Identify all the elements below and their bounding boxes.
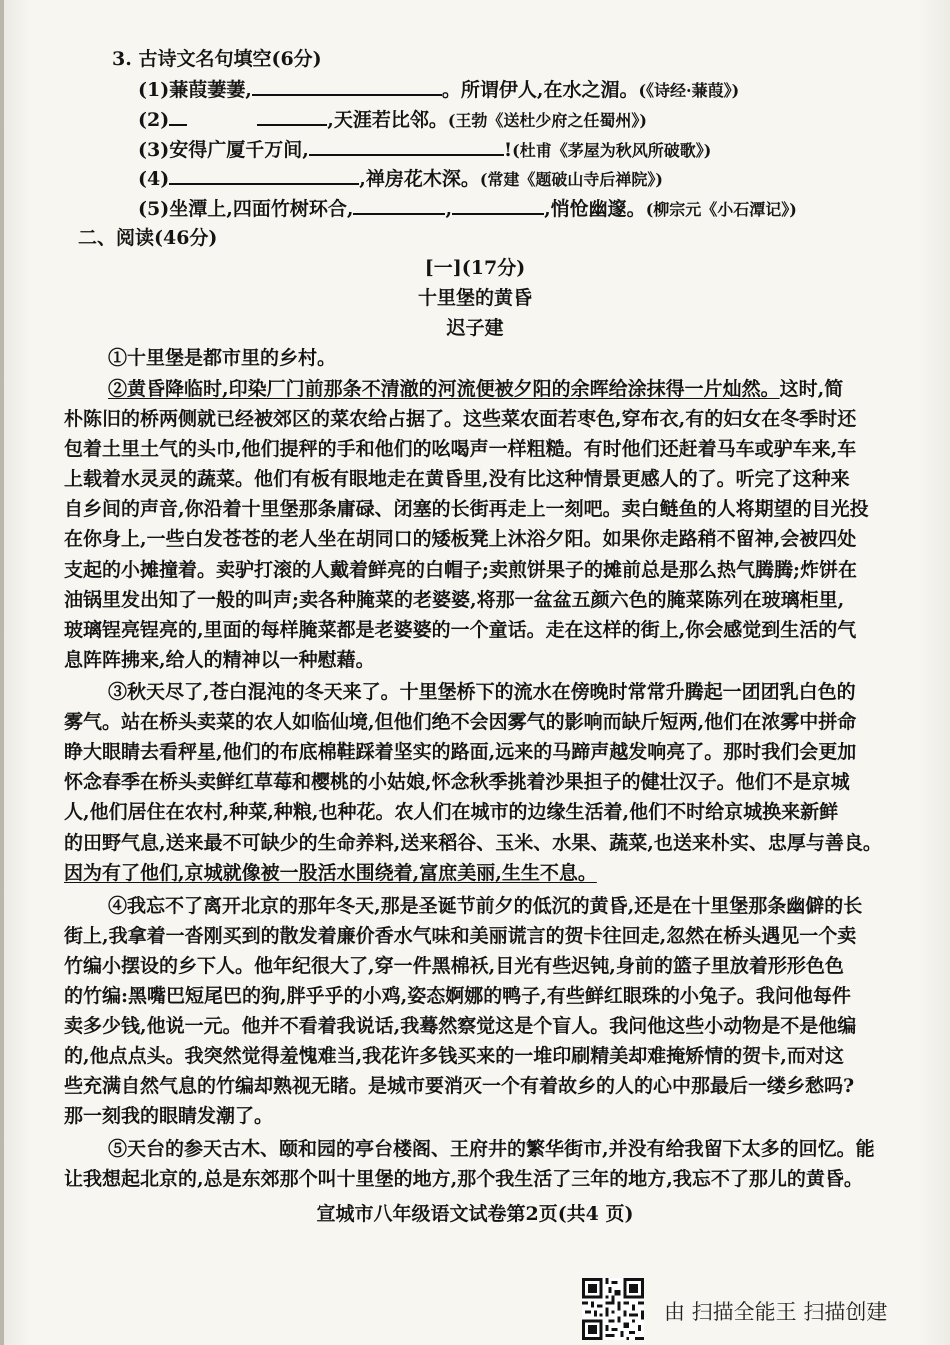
q3-source: (杜甫《茅屋为秋风所破歌》) — [512, 141, 712, 160]
paragraph-2-line-6: 在你身上,一些白发苍苍的老人坐在胡同口的矮板凳上沐浴夕阳。如果你走路稍不留神,会被四处 — [64, 528, 857, 550]
q5-text-c: ,悄怆幽邃。 — [544, 198, 646, 220]
paragraph-3-line-2: 雾气。站在桥头卖菜的农人如临仙境,但他们绝不会因雾气的影响而缺斤短两,他们在浓雾中拼命 — [64, 711, 857, 733]
paragraph-2-line-5: 自乡间的声音,你沿着十里堡那条庸碌、闭塞的长街再走上一刻吧。卖白鲢鱼的人将期望的目光投 — [64, 498, 869, 520]
q2-answer-blank-b[interactable] — [257, 106, 327, 126]
q4-source: (常建《题破山寺后禅院》) — [479, 170, 663, 189]
paragraph-3-line-3: 睁大眼睛去看秤星,他们的布底棉鞋踩着坚实的路面,远来的马蹄声越发响亮了。那时我们会更加 — [64, 741, 857, 763]
paragraph-2-line-9: 玻璃锃亮锃亮的,里面的每样腌菜都是老婆婆的一个童话。走在这样的街上,你会感觉到生活的气 — [64, 619, 857, 641]
article-title: 十里堡的黄昏 — [417, 287, 532, 309]
question-1 — [138, 76, 739, 103]
q1-text-b: 。所谓伊人,在水之湄。 — [441, 79, 639, 101]
q2-text-b: ,天涯若比邻。 — [327, 109, 448, 131]
paragraph-2-line-3: 包着土里土气的头巾,他们提秤的手和他们的吆喝声一样粗糙。有时他们还赶着马车或驴车来,车 — [64, 438, 857, 460]
q3-text-a: (3)安得广厦千万间, — [138, 139, 309, 161]
paragraph-5-line-2: 让我想起北京的,总是东郊那个叫十里堡的地方,那个我生活了三年的地方,我忘不了那儿的黄昏。 — [64, 1168, 863, 1190]
question-5 — [138, 195, 797, 222]
question-2 — [138, 106, 647, 133]
q5-source: (柳宗元《小石潭记》) — [645, 200, 797, 219]
q3-answer-blank[interactable] — [309, 136, 504, 156]
paragraph-4-line-4: 的竹编:黑嘴巴短尾巴的狗,胖乎乎的小鸡,姿态婀娜的鸭子,有些鲜红眼珠的小兔子。我问他每件 — [64, 985, 851, 1007]
page-footer: 宣城市八年级语文试卷第2页(共4 页) — [316, 1203, 634, 1225]
paragraph-4-line-6: 的,他点点头。我突然觉得羞愧难当,我花许多钱买来的一堆印刷精美却难掩矫情的贺卡,而对这 — [64, 1045, 844, 1067]
q1-text-a: (1)蒹葭萋萋, — [138, 79, 252, 101]
q5-text-a: (5)坐潭上,四面竹树环合, — [138, 198, 354, 220]
paragraph-5-line-1: ⑤天台的参天古木、颐和园的亭台楼阁、王府井的繁华街市,并没有给我留下太多的回忆。能 — [108, 1138, 875, 1160]
paragraph-1: ①十里堡是都市里的乡村。 — [108, 347, 337, 369]
paragraph-4-line-1: ④我忘不了离开北京的那年冬天,那是圣诞节前夕的低沉的黄昏,还是在十里堡那条幽僻的长 — [108, 895, 863, 917]
reading-part-label: [一](17分) — [424, 257, 526, 279]
q4-answer-blank[interactable] — [169, 165, 359, 185]
paragraph-2-line-8: 油锅里发出知了一般的叫声;卖各种腌菜的老婆婆,将那一盆盆五颜六色的腌菜陈列在玻璃柜里, — [64, 589, 845, 611]
q2-answer-blank-a[interactable] — [169, 106, 187, 126]
question-3 — [138, 136, 711, 163]
paragraph-2-line-10: 息阵阵拂来,给人的精神以一种慰藉。 — [64, 649, 375, 671]
underlined-sentence: ②黄昏降临时,印染厂门前那条不清澈的河流便被夕阳的余晖给涂抹得一片灿然。 — [108, 378, 780, 400]
p2-line-1-rest: 这时,简 — [779, 378, 844, 400]
paragraph-2-line-1 — [108, 377, 843, 401]
q5-answer-blank-a[interactable] — [353, 195, 445, 215]
q4-text-b: ,禅房花木深。 — [359, 168, 480, 190]
q1-source: (《诗经·蒹葭》) — [638, 81, 740, 100]
paragraph-2-line-2: 朴陈旧的桥两侧就已经被郊区的菜农给占据了。这些菜农面若枣色,穿布衣,有的妇女在冬季时还 — [64, 408, 857, 430]
scanner-watermark: 由 扫描全能王 扫描创建 — [664, 1300, 888, 1324]
q2-source: (王勃《送杜少府之任蜀州》) — [447, 111, 647, 130]
paragraph-2-line-7: 支起的小摊撞着。卖驴打滚的人戴着鲜亮的白帽子;卖煎饼果子的摊前总是那么热气腾腾;炸饼在 — [64, 559, 858, 581]
q4-text-a: (4) — [138, 168, 170, 190]
paragraph-4-line-2: 街上,我拿着一沓刚买到的散发着廉价香水气味和美丽谎言的贺卡往回走,忽然在桥头遇见一个卖 — [64, 925, 857, 947]
q5-text-b: , — [445, 198, 453, 220]
question-4 — [138, 165, 663, 192]
paragraph-3-line-7: 因为有了他们,京城就像被一股活水围绕着,富庶美丽,生生不息。 — [64, 862, 597, 884]
q1-answer-blank[interactable] — [252, 76, 442, 96]
paragraph-3-line-6: 的田野气息,送来最不可缺少的生命养料,送来稻谷、玉米、水果、蔬菜,也送来朴实、忠厚与善良。 — [64, 832, 882, 854]
q3-text-b: ! — [503, 139, 513, 161]
qr-code-icon — [582, 1278, 644, 1340]
paragraph-4-line-3: 竹编小摆设的乡下人。他年纪很大了,穿一件黑棉袄,目光有些迟钝,身前的篮子里放着形形色色 — [64, 955, 844, 977]
paragraph-3-line-5: 人,他们居住在农村,种菜,种粮,也种花。农人们在城市的边缘生活着,他们不时给京城换来新鲜 — [64, 801, 839, 823]
paragraph-3-line-4: 怀念春季在桥头卖鲜红草莓和樱桃的小姑娘,怀念秋季挑着沙果担子的健壮汉子。他们不是京城 — [64, 771, 850, 793]
paragraph-2-line-4: 上载着水灵灵的蔬菜。他们有板有眼地走在黄昏里,没有比这种情景更感人的了。听完了这种来 — [64, 468, 850, 490]
q5-answer-blank-b[interactable] — [452, 195, 544, 215]
paragraph-4-line-7: 些充满自然气息的竹编却熟视无睹。是城市要消灭一个有着故乡的人的心中那最后一缕乡愁吗? — [64, 1075, 855, 1097]
paragraph-4-line-8: 那一刻我的眼睛发潮了。 — [64, 1105, 274, 1127]
q2-text-a: (2) — [138, 109, 170, 131]
reading-heading: 二、阅读(46分) — [78, 227, 218, 249]
paragraph-4-line-5: 卖多少钱,他说一元。他并不看着我说话,我蓦然察觉这是个盲人。我问他这些小动物是不是他编 — [64, 1015, 857, 1037]
section3-heading: 3. 古诗文名句填空(6分) — [112, 48, 322, 70]
article-author: 迟子建 — [446, 317, 504, 339]
page-edge-shadow — [0, 0, 4, 1345]
paragraph-3-line-1: ③秋天尽了,苍白混沌的冬天来了。十里堡桥下的流水在傍晚时常常升腾起一团团乳白色的 — [108, 681, 856, 703]
